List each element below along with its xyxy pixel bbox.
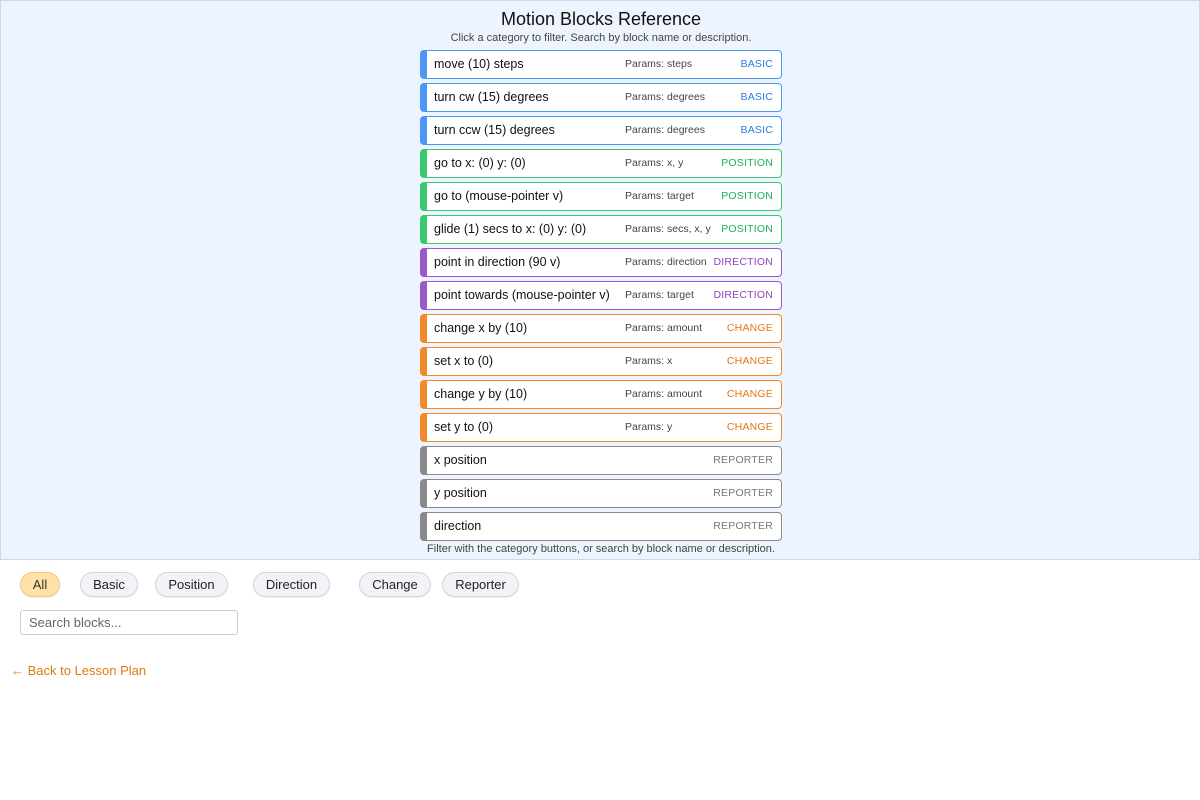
block-name: turn cw (15) degrees: [434, 90, 549, 104]
block-name: y position: [434, 486, 487, 500]
filter-reporter-button[interactable]: Reporter: [442, 572, 519, 597]
block-params: Params: target: [625, 289, 694, 301]
block-name: glide (1) secs to x: (0) y: (0): [434, 222, 587, 236]
block-card[interactable]: [420, 149, 782, 178]
block-card[interactable]: [420, 116, 782, 145]
block-category-badge: DIRECTION: [713, 256, 773, 268]
block-card[interactable]: [420, 314, 782, 343]
block-name: x position: [434, 453, 487, 467]
filter-position-button[interactable]: Position: [155, 572, 228, 597]
block-card[interactable]: [420, 215, 782, 244]
block-params: Params: target: [625, 190, 694, 202]
block-params: Params: amount: [625, 388, 703, 400]
block-params: Params: secs, x, y: [625, 223, 711, 235]
block-list: [420, 50, 782, 545]
block-name: move (10) steps: [434, 57, 524, 71]
back-to-lesson-plan-link[interactable]: ← Back to Lesson Plan: [11, 663, 147, 678]
block-card[interactable]: [420, 281, 782, 310]
block-category-badge: DIRECTION: [713, 289, 773, 301]
block-card[interactable]: [420, 347, 782, 376]
block-category-badge: CHANGE: [726, 388, 773, 400]
filter-direction-button[interactable]: Direction: [253, 572, 330, 597]
block-card[interactable]: [420, 380, 782, 409]
block-params: Params: direction: [625, 256, 707, 268]
block-name: go to (mouse-pointer v): [434, 189, 564, 203]
filter-basic-button[interactable]: Basic: [80, 572, 138, 597]
filter-all-button[interactable]: All: [20, 572, 60, 597]
block-category-badge: CHANGE: [726, 421, 773, 433]
page-title: Motion Blocks Reference: [500, 9, 702, 29]
filter-change-button[interactable]: Change: [359, 572, 431, 597]
category-filter-bar: [0, 572, 1200, 598]
search-input[interactable]: [20, 610, 238, 635]
block-card[interactable]: [420, 479, 782, 508]
block-category-badge: REPORTER: [713, 487, 773, 499]
block-params: Params: x, y: [625, 157, 684, 169]
block-category-badge: POSITION: [721, 190, 773, 202]
block-card[interactable]: [420, 83, 782, 112]
block-card[interactable]: [420, 413, 782, 442]
block-card[interactable]: [420, 248, 782, 277]
block-category-badge: POSITION: [721, 223, 773, 235]
block-category-badge: REPORTER: [713, 454, 773, 466]
block-category-badge: POSITION: [721, 157, 773, 169]
block-params: Params: amount: [625, 322, 703, 334]
block-params: Params: y: [625, 421, 673, 433]
block-category-badge: BASIC: [740, 91, 773, 103]
block-card[interactable]: [420, 182, 782, 211]
block-card[interactable]: [420, 50, 782, 79]
block-params: Params: x: [625, 355, 673, 367]
block-name: turn ccw (15) degrees: [434, 123, 555, 137]
block-category-badge: REPORTER: [713, 520, 773, 532]
block-name: direction: [434, 519, 482, 533]
block-card[interactable]: [420, 512, 782, 541]
block-name: go to x: (0) y: (0): [434, 156, 526, 170]
block-name: set y to (0): [434, 420, 494, 434]
block-category-badge: BASIC: [740, 58, 773, 70]
block-category-badge: BASIC: [740, 124, 773, 136]
block-name: change y by (10): [434, 387, 528, 401]
block-name: change x by (10): [434, 321, 528, 335]
block-category-badge: CHANGE: [726, 322, 773, 334]
block-name: set x to (0): [434, 354, 494, 368]
block-params: Params: degrees: [625, 91, 705, 103]
block-name: point in direction (90 v): [434, 255, 561, 269]
block-card[interactable]: [420, 446, 782, 475]
block-category-badge: CHANGE: [726, 355, 773, 367]
page-subtitle: Click a category to filter. Search by block name or description.: [450, 32, 752, 44]
block-params: Params: degrees: [625, 124, 705, 136]
filter-hint: Filter with the category buttons, or search by block name or description.: [427, 543, 775, 555]
block-name: point towards (mouse-pointer v): [434, 288, 610, 302]
block-params: Params: steps: [625, 58, 693, 70]
